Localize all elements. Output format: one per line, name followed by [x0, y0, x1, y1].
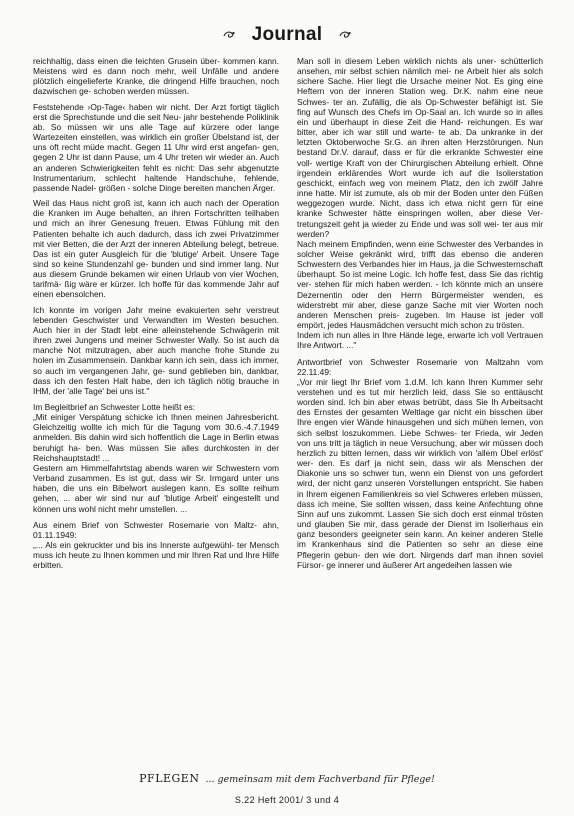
paragraph: „... Als ein gekruckter und bis ins Innerste aufgewühl- ter Mensch muss ich heute zu Ihnen kommen und mir Ihren Rat und Ihre Hilfe erbitten. [33, 540, 279, 571]
paragraph: Indem ich nun alles in Ihre Hände lege, erwarte ich voll Vertrauen Ihre Antwort. ..." [297, 330, 543, 351]
page-number: S.22 Heft 2001/ 3 und 4 [234, 795, 340, 805]
letter-intro: Aus einem Brief von Schwester Rosemarie von Maltz- ahn, 01.11.1949: [33, 519, 279, 540]
journal-title: Journal [251, 24, 323, 45]
flourish-ornament-icon [338, 29, 352, 41]
footer-slogan: ... gemeinsam mit dem Fachverband für Pflege! [205, 774, 435, 785]
letter-intro: Im Begleitbrief an Schwester Lotte heißt es: [33, 402, 195, 412]
paragraph: reichhaltig, dass einen die leichten Grusein über- kommen kann. Meistens wird es dann noch mehr, weil Unfälle und andere plötzlich eingelieferte Kranke, die dringend Hilfe brauchen, noch dazwischen ge- schoben werden müssen. [33, 56, 279, 97]
letter-intro: Antwortbrief von Schwester Rosemarie von Maltzahn vom 22.11.49: [297, 356, 543, 377]
left-column [33, 56, 279, 770]
footer-brand: PFLEGEN [139, 772, 200, 785]
paragraph: „Vor mir liegt Ihr Brief vom 1.d.M. Ich kann Ihren Kummer sehr verstehen und es tut mir herzlich leid, dass Sie so enttäuscht worden sind. Ich bin aber etwas betrübt, dass Sie Ih Arbeitsacht des Ernstes der gesamten Weltlage gar nicht ein bisschen über Ihre engen vier Wände hinausgehen und sich mühen lernen, von sich selbst loszukommen. Liebe Schwes- ter Frieda, wir Jeden von uns tritt ja täglich in neue Versuchung, aber wir müssen doch herzlich zu bitten lernen, dass wir wirklich von 'allem Übel erlöst' wer- den. Es darf ja nicht sein, dass wir als Menschen der Diakonie uns so schwer tun, wenn ein Dienst von uns gefordert wird, der nicht ganz unseren Vorstellungen entspricht. Sie haben in Ihrem eigenen Familienkreis so viel Schweres erleben müssen, dass ich meine, Sie sollten wissen, dass keine Anfechtung ohne Sinn auf uns zukommt. Lassen Sie sich doch erst einmal trösten und glauben Sie mir, dass gerade der Dienst im Isolierhaus ein ganz besonders geeigneter sein kann. An keiner anderen Stelle im Krankenhaus sind die Patienten so sehr an diese eine Pflegerin gebun- den wie dort. Nirgends darf man ihnen soviel Fürsor- ge innerer und äußerer Art angedeihen lassen wie [297, 376, 543, 570]
paragraph: „Mit einiger Verspätung schicke ich Ihnen meinen Jahresbericht. Gleichzeitig wollte ich mich für die Tagung vom 30.6.-4.7.1949 anmelden. Bis dahin wird sich hoffentlich die Lage in Berlin etwas beruhigt ha- ben. Was müssen Sie alles durchkosten in der Reichshauptstadt! ... [33, 412, 279, 463]
paragraph: Ich konnte im vorigen Jahr meine evakuierten sehr verstreut lebenden Geschwister und Verwandten im Westen besuchen. Auch hier in der Stadt lebt eine alleinstehende Schwägerin mit ihren zwei Jungens und meiner Schwester Wally. So ist auch da manche Not mitzutragen, aber auch manche frohe Stunde zu holen im Zusammensein. Dankbar kann ich sein, dass ich immer, so auch im vergangenen Jahr, ge- sund geblieben bin, dankbar, dass ich den festen Halt habe, den ich täglich nötig brauche in IHM, der 'alle Tage' bei uns ist." [33, 304, 279, 396]
paragraph: Nach meinem Empfinden, wenn eine Schwester des Verbandes in solcher Weise gekränkt wird, trifft das ebenso die anderen Schwestern des Verbandes hier im Haus, ja die Schwesternschaft überhaupt. So ist meine Logic. Ich hoffe fest, dass Sie das richtig ver- stehen für mich haben werden. - Ich könnte mich an unsere Dezernentin oder den Herrn Bürgermeister wenden, es widerstrebt mir aber, diese ganze Sache mit vier Worten noch anderen Menschen preis- zugeben. Im Hause ist jeder voll empört, jedes Hausmädchen versucht mich schon zu trösten. [297, 238, 543, 331]
flourish-ornament-icon [222, 29, 236, 41]
right-column [297, 56, 543, 770]
article-columns [33, 56, 543, 770]
paragraph: Weil das Haus nicht groß ist, kann ich auch nach der Operation die Kranken im Auge behalten, an ihren Fortschritten teilhaben und mich an ihrer Genesung freuen. Etwas Fühlung mit den Patienten behalte ich auch dadurch, dass ich zwei Privatzimmer mit vier Betten, die der Arzt der inneren Abteilung belegt, betreue. Das ist ein guter Ausgleich für die 'blutige' Arbeit. Unsere Tage sind so keine Stundenzahl ge- bunden und sind immer lang. Nur aus diesem Grunde bekamen wir einen Urlaub von vier Wochen, tarifmä- ßig wäre er kürzer. Ich hoffe für das kommende Jahr auf einen ebensolchen. [33, 198, 279, 300]
paragraph: Gestern am Himmelfahrtstag abends waren wir Schwestern vom Verband zusammen. Es ist gut, dass wir Sr. Irmgard unter uns haben, die uns ein Bibelwort auslegen kann. Es sollte reihum gehen, ... aber wir sind nur auf 'blutige Arbeit' eingestellt und können uns wohl nicht mehr umstellen. ... [33, 462, 279, 514]
paragraph: Man soll in diesem Leben wirklich nichts als uner- schütterlich ansehen, mir selbst schien nämlich mei- ne Arbeit hier als solch sichere Sache. Hier liegt die Ursache meiner Not. Es ging eine Heftern von der inneren Station weg. Dr.K. nahm eine neue Schwes- ter an. Zufällig, die als Op-Schwester befähigt ist. Sie fing auf Wunsch des Chefs im Op-Saal an. Ich wurde so in alles ein und überhaupt in diese Zeit die Hand- reichungen. Es war bitter, aber ich war still und warte- te ab. Da unkranke in der letzten Oktoberwoche Sr.G. an ihren alten Herzstörungen. Nun bestand Dr.V. darauf, dass er für die erkrankte Schwester eine voll- wertige Kraft von der Chirurgischen Abteilung erhielt. Ohne irgendein erklärendes Wort wurde ich auf die Isolierstation geschickt, einfach weg von meinem Platz, den ich zwölf Jahre inne hatte. Mir ist zumute, als ob mir der Boden unter den Füßen weggezogen wurde. Nicht, dass ich etwa nicht gern für eine kranke Schwester hätte einspringen wollen, aber diese Ver- tretungszeit geht ja wieder zu Ende und was soll wei- ter aus mir werden? [297, 56, 543, 239]
page-header [0, 22, 574, 48]
page-footer [0, 772, 574, 792]
paragraph: Feststehende ›Op-Tage‹ haben wir nicht. Der Arzt fortigt täglich erst die Sprechstunde und die seit Neu- jahr bestehende Poliklinik ab. So müssen wir uns alle Tage auf kürzere oder lange Wartezeiten einstellen, was wirklich ein großer Übelstand ist, der uns oft recht müde macht. Gegen 11 Uhr wird erst angefan- gen, gegen 2 Uhr ist dann Pause, um 4 Uhr treten wir wieder an. Auch an anderen Schwierigkeiten fehlt es nicht: Das sehr abgenutzte Instrumentarium, schlecht haltende Handschuhe, fehlende, passende Nadel- größen - solche Dinge bereiten manchen Ärger. [33, 101, 279, 193]
